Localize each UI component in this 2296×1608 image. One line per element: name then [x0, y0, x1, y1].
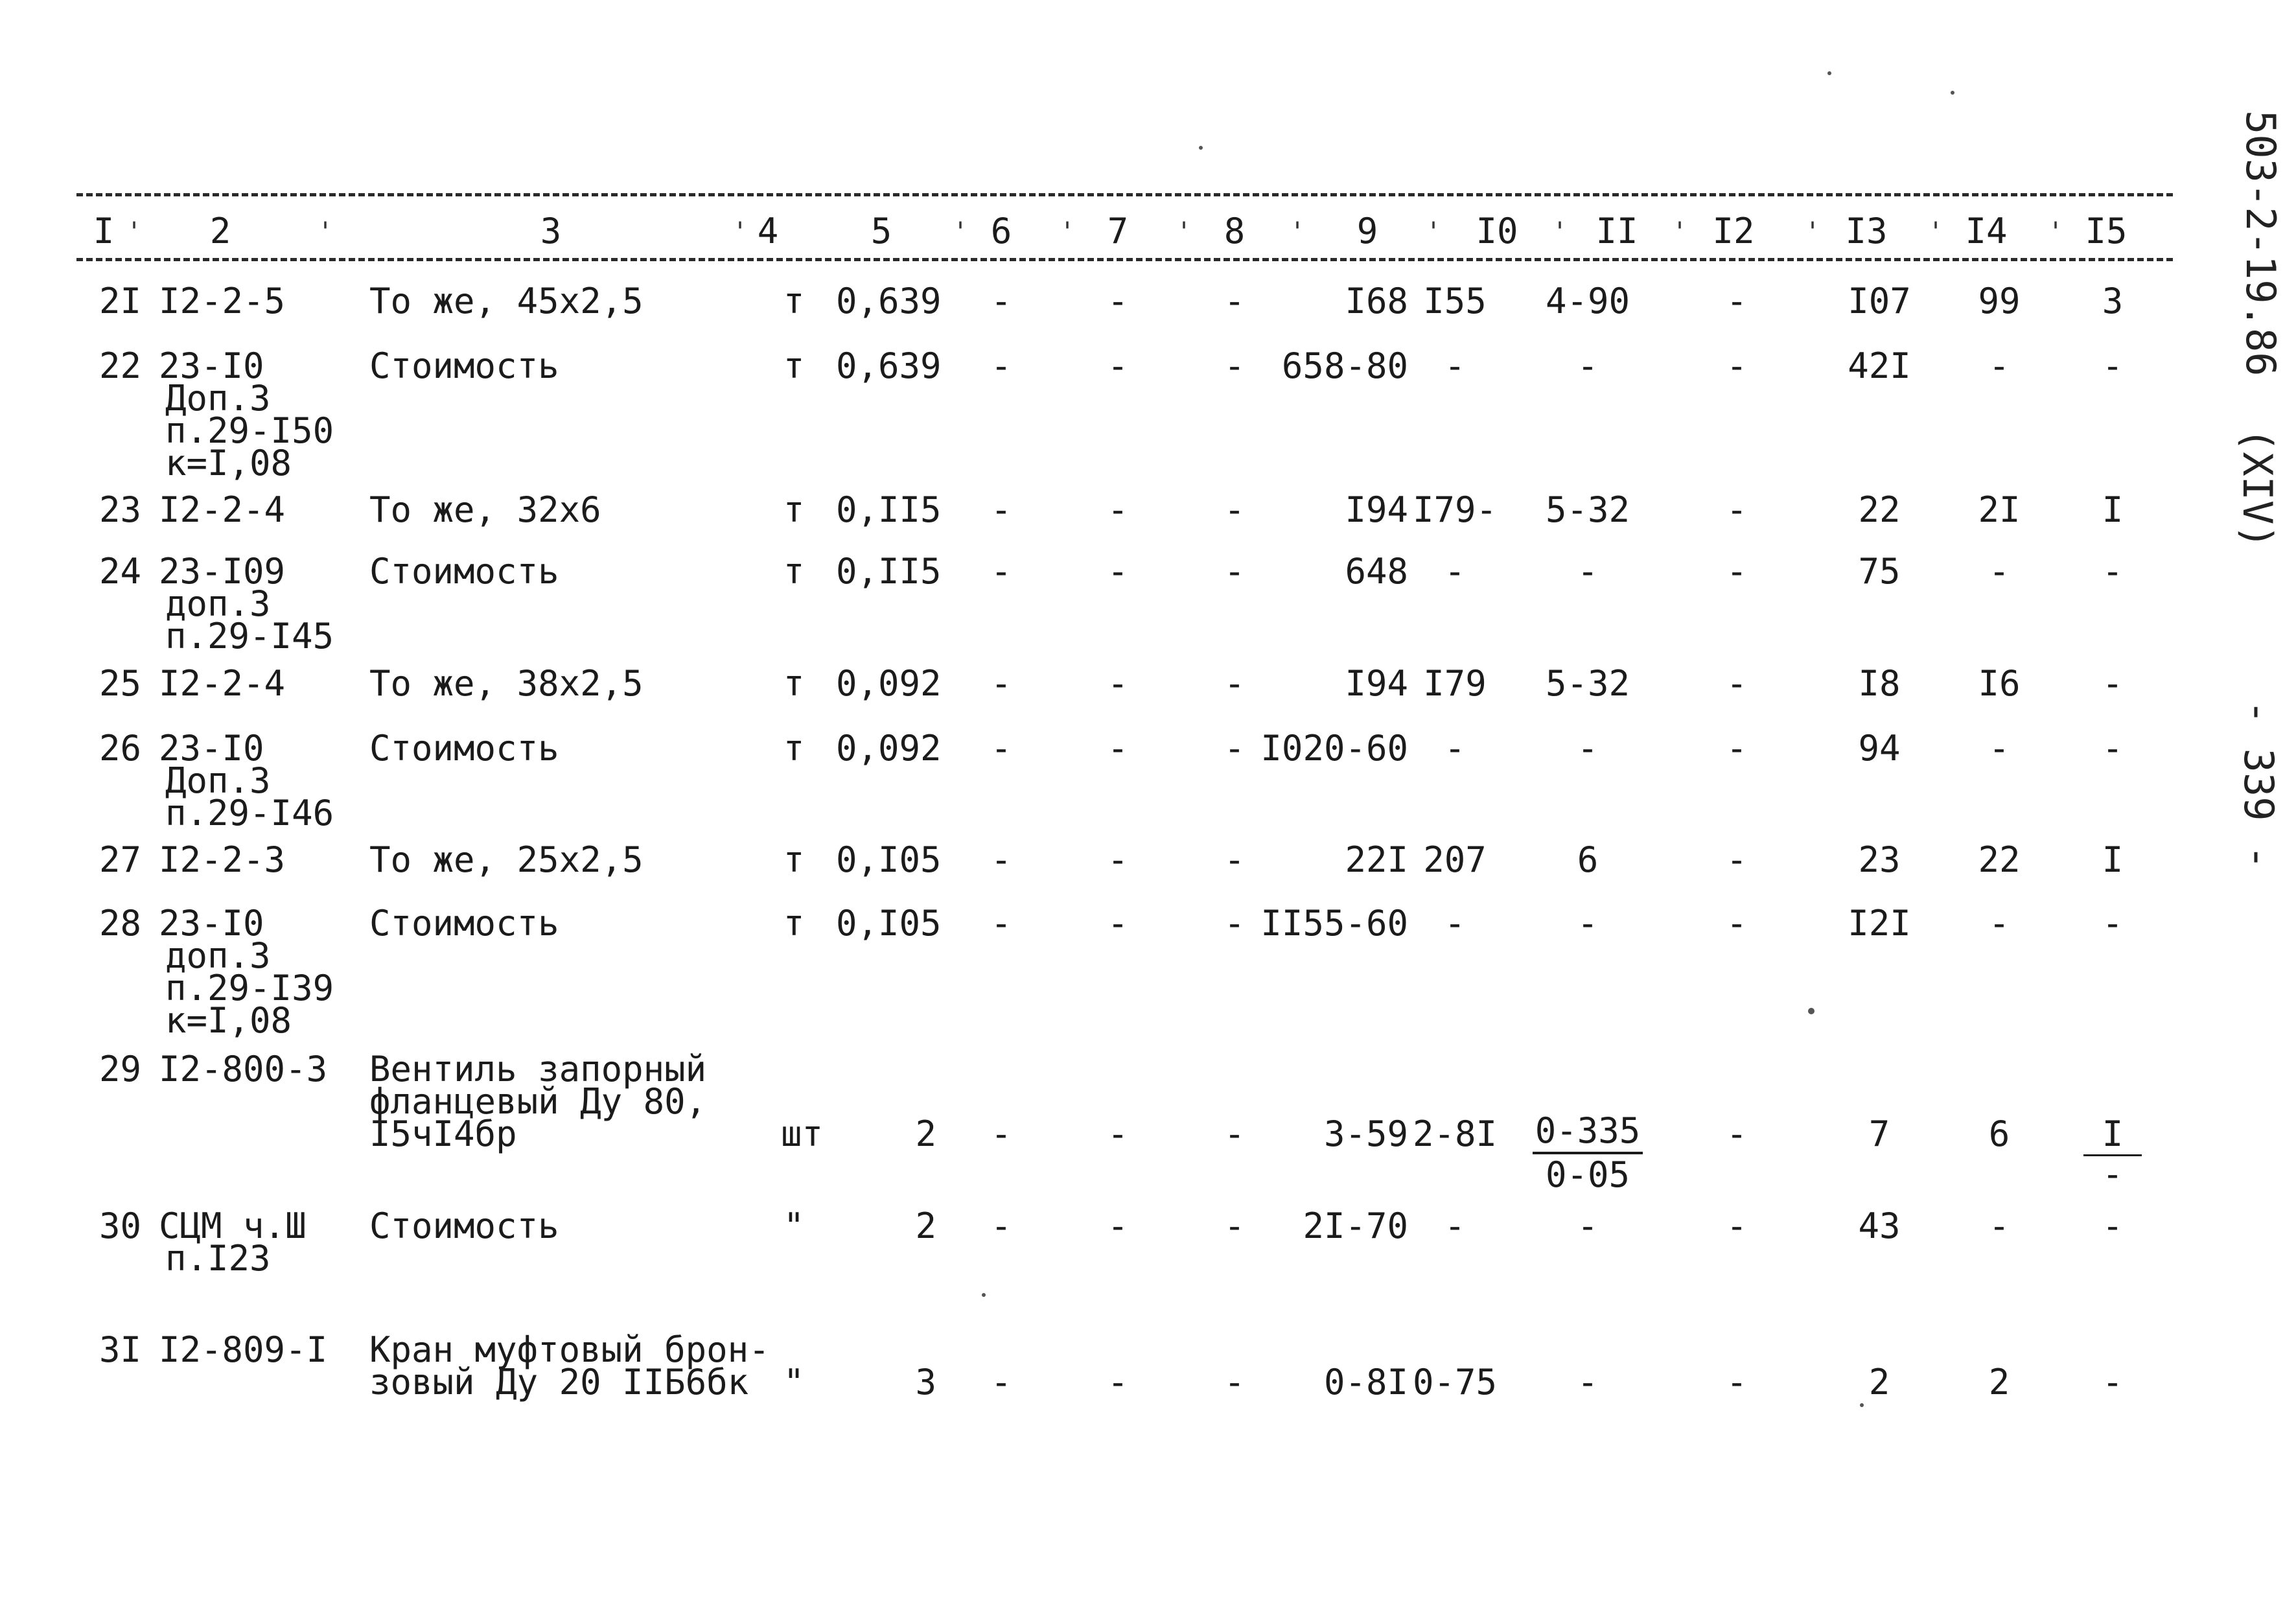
album-mark: (XIV) — [2234, 428, 2281, 549]
cell-qty: 2 — [915, 1206, 936, 1246]
cell-c10: 2-8I — [1412, 1113, 1498, 1154]
cell-c8: - — [1223, 281, 1246, 321]
cell-c11: 4-90 — [1545, 281, 1630, 321]
column-separator-mark: ' — [953, 217, 969, 247]
row-description: Вентиль запорный фланцевый Ду 80, I5чI4бр — [369, 1049, 707, 1154]
cell-c15: - — [2102, 903, 2124, 944]
column-number-13: I3 — [1845, 211, 1888, 251]
cell-qty: 0,092 — [836, 728, 942, 769]
cell-c13: 7 — [1868, 1113, 1890, 1154]
cell-c14: - — [1988, 1206, 2010, 1246]
cell-num: 3I — [99, 1329, 141, 1370]
cell-c15: - — [2102, 1362, 2124, 1403]
scan-speck — [982, 1293, 986, 1297]
cell-c10: - — [1444, 345, 1466, 386]
column-number-3: 3 — [540, 211, 562, 251]
cell-c10: - — [1444, 903, 1466, 944]
cell-c14: 2I — [1978, 489, 2021, 530]
cell-c9: I94 — [1345, 489, 1408, 530]
cell-qty: 0,I05 — [836, 903, 942, 944]
cell-c11: - — [1577, 1362, 1599, 1403]
cell-c9: 3-59 — [1323, 1113, 1408, 1154]
cell-unit: т — [783, 663, 805, 704]
cell-c12: - — [1726, 839, 1748, 880]
cell-c11: 5-32 — [1545, 489, 1630, 530]
cell-c11: 5-32 — [1545, 663, 1630, 704]
cell-c9: I020-60 — [1260, 728, 1408, 769]
scan-speck — [1199, 146, 1203, 150]
cell-c8: - — [1223, 489, 1246, 530]
cell-c13: 2 — [1868, 1362, 1890, 1403]
row-description: Стоимость — [369, 345, 559, 386]
cell-c8: - — [1223, 1206, 1246, 1246]
cell-c7: - — [1107, 903, 1129, 944]
column-separator-mark: ' — [1552, 217, 1568, 247]
cell-c10: - — [1444, 728, 1466, 769]
cell-c13: I2I — [1848, 903, 1911, 944]
column-number-15: I5 — [2085, 211, 2128, 251]
cell-unit: т — [783, 345, 805, 386]
cell-c14: - — [1988, 551, 2010, 592]
cell-c12: - — [1726, 489, 1748, 530]
row-description: То же, 38х2,5 — [369, 663, 644, 704]
cell-qty: 3 — [915, 1362, 936, 1403]
row-description: Кран муфтовый брон- зовый Ду 20 IIБ6бк — [369, 1329, 770, 1403]
row-description: То же, 25х2,5 — [369, 839, 644, 880]
cell-c9: 658-80 — [1281, 345, 1408, 386]
header-top-rule — [76, 193, 2173, 196]
cell-unit: " — [783, 1362, 805, 1403]
cell-c8: - — [1223, 551, 1246, 592]
column-number-12: I2 — [1712, 211, 1755, 251]
cell-c11: - — [1577, 903, 1599, 944]
cell-c9: II55-60 — [1260, 903, 1408, 944]
cell-c13: I8 — [1858, 663, 1901, 704]
cell-c14: 2 — [1988, 1362, 2010, 1403]
column-number-2: 2 — [209, 211, 231, 251]
row-description: То же, 32х6 — [369, 489, 601, 530]
cell-c10: - — [1444, 1206, 1466, 1246]
column-separator-mark: ' — [1672, 217, 1688, 247]
cell-c12: - — [1726, 1206, 1748, 1246]
cell-c7: - — [1107, 489, 1129, 530]
column-number-11: II — [1595, 211, 1638, 251]
scan-speck — [1827, 71, 1831, 75]
cell-c13: 75 — [1858, 551, 1901, 592]
cell-c6: - — [990, 281, 1012, 321]
column-separator-mark: ' — [2048, 217, 2064, 247]
cell-c6: - — [990, 839, 1012, 880]
row-code: I2-2-4 — [159, 663, 286, 704]
cell-num: 23 — [99, 489, 141, 530]
cell-c12: - — [1726, 728, 1748, 769]
cell-c7: - — [1107, 839, 1129, 880]
cell-c8: - — [1223, 903, 1246, 944]
row-description: Стоимость — [369, 728, 559, 769]
row-code: I2-2-5 — [159, 281, 286, 321]
cell-c11-fraction — [1533, 1110, 1643, 1196]
cell-c10: 0-75 — [1412, 1362, 1498, 1403]
column-number-9: 9 — [1356, 211, 1378, 251]
cell-c15: - — [2102, 345, 2124, 386]
cell-num: 2I — [99, 281, 141, 321]
cell-c12: - — [1726, 663, 1748, 704]
doc-code-mark: 503-2-19.86 — [2237, 110, 2284, 377]
column-separator-mark: ' — [126, 217, 143, 247]
cell-num: 24 — [99, 551, 141, 592]
cell-c13: 43 — [1858, 1206, 1901, 1246]
cell-c13: 23 — [1858, 839, 1901, 880]
cell-unit: т — [783, 281, 805, 321]
cell-c15: - — [2102, 663, 2124, 704]
column-separator-mark: ' — [1805, 217, 1821, 247]
cell-c12: - — [1726, 1362, 1748, 1403]
scan-speck — [1951, 91, 1954, 95]
cell-unit: " — [783, 1206, 805, 1246]
cell-c12: - — [1726, 903, 1748, 944]
row-code: 23-I0 Доп.3 п.29-I50 к=I,08 — [159, 345, 334, 484]
cell-c15: 3 — [2102, 281, 2124, 321]
column-separator-mark: ' — [1426, 217, 1442, 247]
row-description: Стоимость — [369, 1206, 559, 1246]
cell-c10: 207 — [1423, 839, 1487, 880]
row-code: I2-800-3 — [159, 1049, 328, 1089]
cell-c6: - — [990, 663, 1012, 704]
row-code: 23-I09 доп.3 п.29-I45 — [159, 551, 334, 657]
scan-speck — [1860, 1403, 1864, 1407]
cell-qty: 0,II5 — [836, 551, 942, 592]
cell-c13: I07 — [1848, 281, 1911, 321]
cell-c15: - — [2102, 728, 2124, 769]
row-code: I2-2-3 — [159, 839, 286, 880]
cell-c15: - — [2102, 1206, 2124, 1246]
cell-num: 22 — [99, 345, 141, 386]
column-separator-mark: ' — [1176, 217, 1192, 247]
cell-c6: - — [990, 1206, 1012, 1246]
cell-num: 30 — [99, 1206, 141, 1246]
cell-c14: 99 — [1978, 281, 2021, 321]
cell-c7: - — [1107, 1206, 1129, 1246]
cell-c15: I — [2102, 489, 2124, 530]
cell-c8: - — [1223, 1113, 1246, 1154]
cell-c6: - — [990, 345, 1012, 386]
cell-c13: 22 — [1858, 489, 1901, 530]
cell-qty: 0,639 — [836, 281, 942, 321]
cell-c14: - — [1988, 728, 2010, 769]
cell-c15-fraction-line — [2083, 1154, 2142, 1156]
cell-c12: - — [1726, 281, 1748, 321]
page-number: - 339 - — [2235, 700, 2282, 870]
cell-c14: 6 — [1988, 1113, 2010, 1154]
column-number-6: 6 — [990, 211, 1012, 251]
row-code: I2-2-4 — [159, 489, 286, 530]
fraction-numerator: 0-335 — [1533, 1110, 1643, 1154]
cell-num: 26 — [99, 728, 141, 769]
cell-c15: - — [2102, 551, 2124, 592]
cell-c9: I94 — [1345, 663, 1408, 704]
cell-c8: - — [1223, 345, 1246, 386]
cell-c9: I68 — [1345, 281, 1408, 321]
column-separator-mark: ' — [1290, 217, 1306, 247]
row-code: 23-I0 Доп.3 п.29-I46 — [159, 728, 334, 833]
cell-c8: - — [1223, 839, 1246, 880]
column-number-14: I4 — [1965, 211, 2008, 251]
cell-unit: т — [783, 839, 805, 880]
row-description: Стоимость — [369, 551, 559, 592]
cell-c7: - — [1107, 1362, 1129, 1403]
column-separator-mark: ' — [1060, 217, 1076, 247]
cell-num: 25 — [99, 663, 141, 704]
cell-c12: - — [1726, 1113, 1748, 1154]
column-number-10: I0 — [1476, 211, 1518, 251]
scan-speck — [1808, 1008, 1815, 1014]
cell-c11: 6 — [1577, 839, 1599, 880]
cell-c7: - — [1107, 663, 1129, 704]
cell-c13: 94 — [1858, 728, 1901, 769]
cell-c9: 0-8I — [1323, 1362, 1408, 1403]
column-number-1: I — [93, 211, 115, 251]
cell-qty: 2 — [915, 1113, 936, 1154]
cell-unit: т — [783, 551, 805, 592]
cell-c6: - — [990, 551, 1012, 592]
row-description: То же, 45х2,5 — [369, 281, 644, 321]
cell-c7: - — [1107, 551, 1129, 592]
column-number-5: 5 — [870, 211, 892, 251]
cell-c12: - — [1726, 345, 1748, 386]
cell-qty: 0,639 — [836, 345, 942, 386]
cell-c7: - — [1107, 1113, 1129, 1154]
cell-num: 28 — [99, 903, 141, 944]
cell-c14: I6 — [1978, 663, 2021, 704]
column-number-4: 4 — [757, 211, 779, 251]
cell-qty: 0,092 — [836, 663, 942, 704]
cell-c7: - — [1107, 281, 1129, 321]
column-number-7: 7 — [1107, 211, 1129, 251]
cell-c14: 22 — [1978, 839, 2021, 880]
cell-c10: I79- — [1412, 489, 1498, 530]
cell-qty: 0,II5 — [836, 489, 942, 530]
cell-c6: - — [990, 489, 1012, 530]
row-code: I2-809-I — [159, 1329, 328, 1370]
column-number-8: 8 — [1223, 211, 1246, 251]
cell-c7: - — [1107, 345, 1129, 386]
cell-c8: - — [1223, 663, 1246, 704]
column-separator-mark: ' — [1928, 217, 1944, 247]
cell-c6: - — [990, 728, 1012, 769]
cell-c15: I — [2102, 1113, 2124, 1154]
cell-c10: I55 — [1423, 281, 1487, 321]
cell-unit: т — [783, 489, 805, 530]
cell-c6: - — [990, 1113, 1012, 1154]
column-separator-mark: ' — [318, 217, 334, 247]
cell-c7: - — [1107, 728, 1129, 769]
cell-unit: т — [783, 903, 805, 944]
cell-c11: - — [1577, 1206, 1599, 1246]
cell-c11: - — [1577, 728, 1599, 769]
cell-c13: 42I — [1848, 345, 1911, 386]
column-separator-mark: ' — [732, 217, 748, 247]
cell-c14: - — [1988, 345, 2010, 386]
cell-num: 29 — [99, 1049, 141, 1089]
cell-c11: - — [1577, 551, 1599, 592]
cell-c8: - — [1223, 1362, 1246, 1403]
cell-c6: - — [990, 1362, 1012, 1403]
fraction-denominator: 0-05 — [1545, 1154, 1630, 1195]
cell-c15-below: - — [2102, 1154, 2124, 1194]
header-bottom-rule — [76, 258, 2173, 261]
cell-c12: - — [1726, 551, 1748, 592]
cell-unit: т — [783, 728, 805, 769]
row-description: Стоимость — [369, 903, 559, 944]
row-code: 23-I0 доп.3 п.29-I39 к=I,08 — [159, 903, 334, 1041]
cell-num: 27 — [99, 839, 141, 880]
cell-c6: - — [990, 903, 1012, 944]
cell-c10: I79 — [1423, 663, 1487, 704]
cell-c10: - — [1444, 551, 1466, 592]
cell-qty: 0,I05 — [836, 839, 942, 880]
cell-c9: 22I — [1345, 839, 1408, 880]
cell-c11: - — [1577, 345, 1599, 386]
cell-c14: - — [1988, 903, 2010, 944]
cell-unit: шт — [781, 1113, 824, 1154]
cell-c8: - — [1223, 728, 1246, 769]
cell-c9: 648 — [1345, 551, 1408, 592]
cell-c15: I — [2102, 839, 2124, 880]
row-code: СЦМ ч.Ш п.I23 — [159, 1206, 307, 1279]
cell-c9: 2I-70 — [1303, 1206, 1408, 1246]
